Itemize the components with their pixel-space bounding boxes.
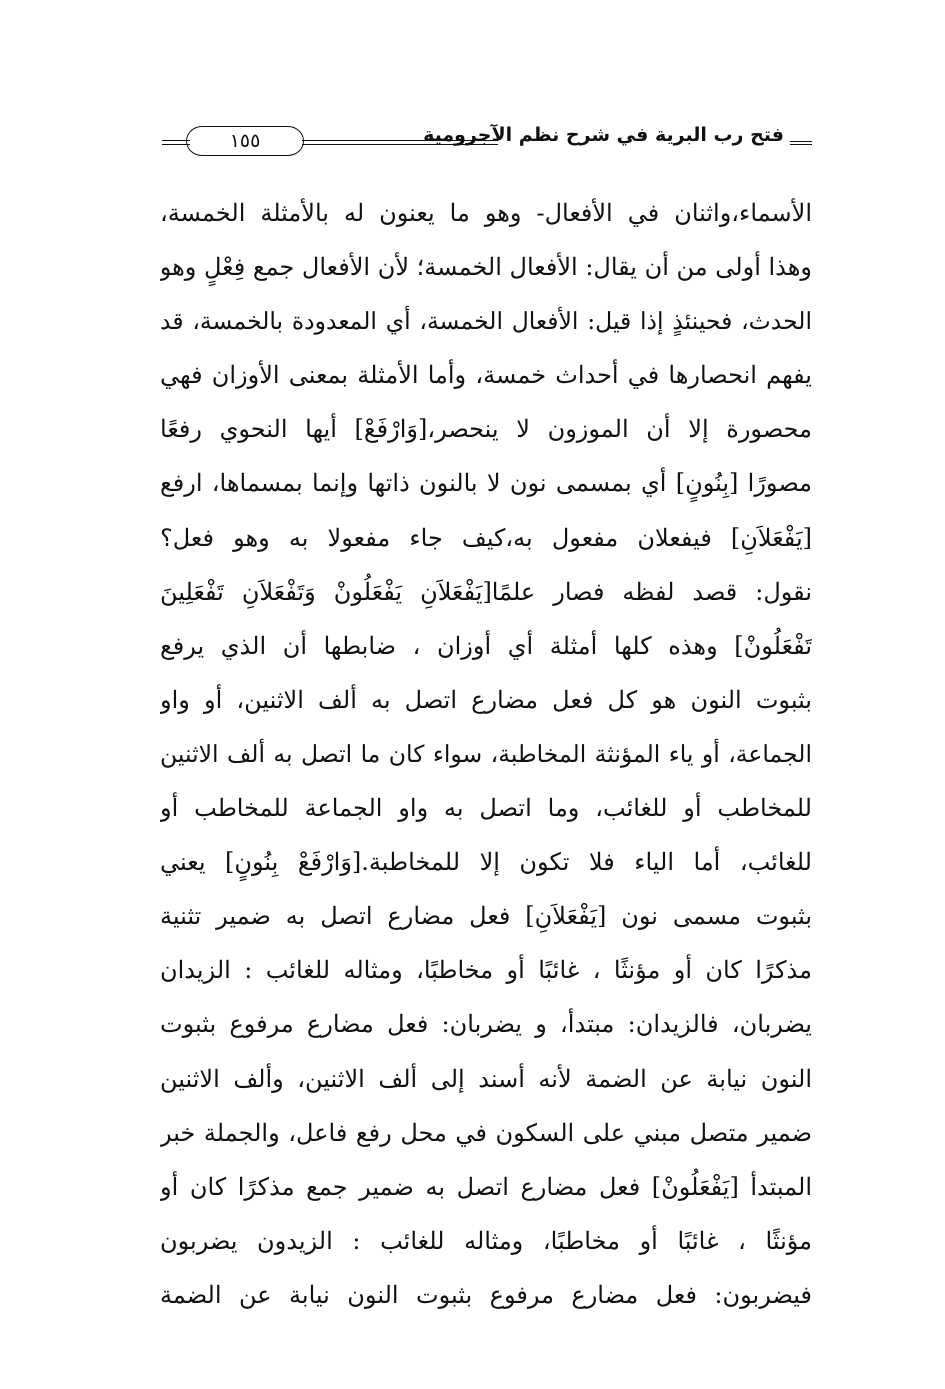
page-number: ١٥٥ xyxy=(229,130,261,152)
header-rule-middle xyxy=(302,140,498,145)
text-line: مؤنثًا ، غائبًا أو مخاطبًا، ومثاله للغائب : الزيدون يضربون xyxy=(160,1226,812,1255)
text-line: نقول: قصد لفظه فصار علمًا[يَفْعَلاَنِ يَفْعَلُونْ وَتَفْعَلاَنِ تَفْعَلِينَ xyxy=(160,577,812,606)
text-line: المبتدأ [يَفْعَلُونْ] فعل مضارع اتصل به ضمير جمع مذكرًا كان أو xyxy=(160,1172,812,1201)
book-title: فتح رب البرية في شرح نظم الآجرومية xyxy=(423,124,784,146)
text-line: يضربان، فالزيدان: مبتدأ، و يضربان: فعل مضارع مرفوع بثبوت xyxy=(160,1010,812,1039)
text-line: فيضربون: فعل مضارع مرفوع بثبوت النون نيابة عن الضمة xyxy=(160,1280,812,1309)
text-line: [يَفْعَلاَنِ] فيفعلان مفعول به،كيف جاء مفعولا به وهو فعل؟ xyxy=(160,523,812,552)
running-header xyxy=(162,120,812,172)
header-rule-right xyxy=(790,141,812,145)
text-line: تَفْعَلُونْ] وهذه كلها أمثلة أي أوزان ، ضابطها أن الذي يرفع xyxy=(160,631,812,660)
text-line: الحدث، فحينئذٍ إذا قيل: الأفعال الخمسة، أي المعدودة بالخمسة، قد xyxy=(160,307,812,336)
header-rule-left xyxy=(162,140,190,145)
text-line: ضمير متصل مبني على السكون في محل رفع فاعل، والجملة خبر xyxy=(160,1118,812,1147)
text-line: يفهم انحصارها في أحداث خمسة، وأما الأمثلة بمعنى الأوزان فهي xyxy=(160,361,812,390)
text-line: محصورة إلا أن الموزون لا ينحصر،[وَارْفَعْ] أيها النحوي رفعًا xyxy=(160,415,812,444)
text-line: بثبوت مسمى نون [يَفْعَلاَنِ] فعل مضارع اتصل به ضمير تثنية xyxy=(160,902,812,931)
text-line: الجماعة، أو ياء المؤنثة المخاطبة، سواء كان ما اتصل به ألف الاثنين xyxy=(160,739,812,768)
text-line: مصورًا [بِنُونٍ] أي بمسمى نون لا بالنون ذاتها وإنما بمسماها، ارفع xyxy=(160,469,812,498)
text-line: مذكرًا كان أو مؤنثًا ، غائبًا أو مخاطبًا، ومثاله للغائب : الزيدان xyxy=(160,956,812,985)
text-line: وهذا أولى من أن يقال: الأفعال الخمسة؛ لأن الأفعال جمع فِعْلٍ وهو xyxy=(160,253,812,282)
text-line: بثبوت النون هو كل فعل مضارع اتصل به ألف الاثنين، أو واو xyxy=(160,685,812,714)
body-text xyxy=(160,186,812,1322)
text-line: للمخاطب أو للغائب، وما اتصل به واو الجماعة للمخاطب أو xyxy=(160,794,812,823)
text-line: للغائب، أما الياء فلا تكون إلا للمخاطبة.[وَارْفَعْ بِنُونٍ] يعني xyxy=(160,848,812,877)
text-line: الأسماء،واثنان في الأفعال- وهو ما يعنون له بالأمثلة الخمسة، xyxy=(160,199,812,227)
text-line: النون نيابة عن الضمة لأنه أسند إلى ألف الاثنين، وألف الاثنين xyxy=(160,1064,812,1093)
